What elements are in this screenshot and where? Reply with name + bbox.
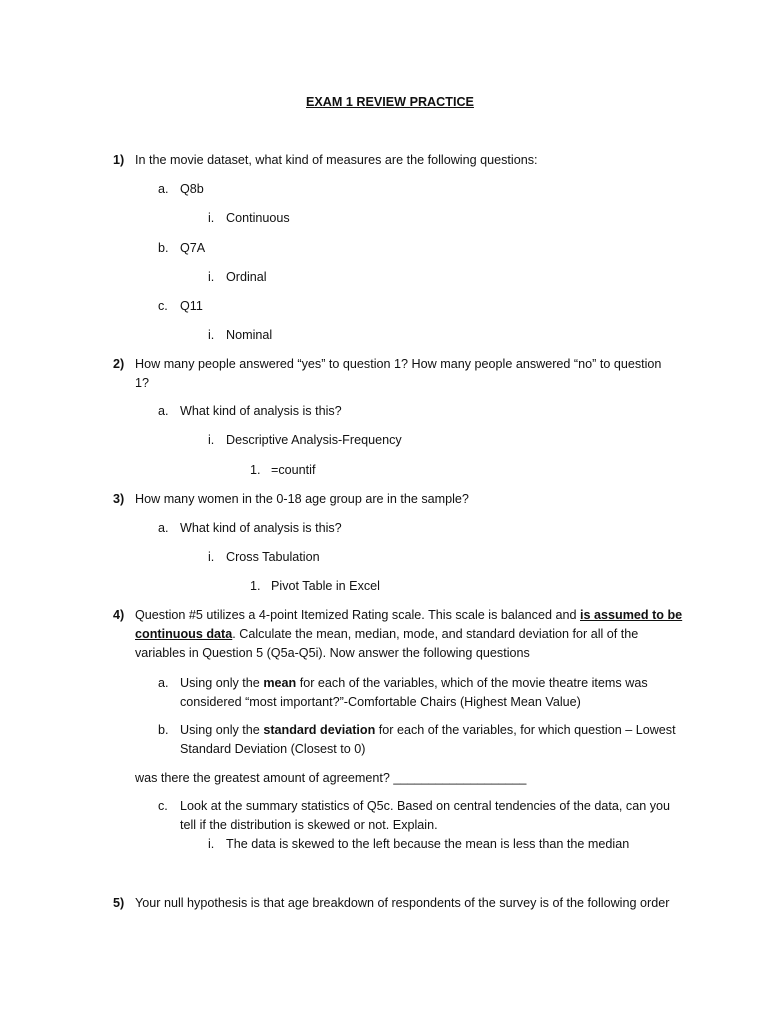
q4-a-marker: a. bbox=[158, 676, 169, 690]
q2-1-text: =countif bbox=[271, 463, 316, 477]
q2-i-marker: i. bbox=[208, 433, 215, 447]
q5-text: Your null hypothesis is that age breakdown of respondents of the survey is of the following order bbox=[135, 896, 670, 910]
q4-a-pre: Using only the bbox=[180, 676, 264, 690]
q3-a-text: What kind of analysis is this? bbox=[180, 521, 342, 535]
q4-number: 4) bbox=[113, 608, 125, 622]
q4-b-marker: b. bbox=[158, 723, 169, 737]
q2-1-marker: 1. bbox=[250, 463, 261, 477]
q1-a-text: Q8b bbox=[180, 182, 204, 196]
q5-number: 5) bbox=[113, 896, 125, 910]
q3-a-marker: a. bbox=[158, 521, 169, 535]
q4-agreement-line: was there the greatest amount of agreement? ___________________ bbox=[135, 771, 527, 785]
q1-b-i-marker: i. bbox=[208, 270, 215, 284]
q4-text-line1 bbox=[135, 608, 682, 623]
q4-text-line2 bbox=[135, 627, 638, 642]
q1-c-marker: c. bbox=[158, 299, 168, 313]
q3-number: 3) bbox=[113, 492, 125, 506]
q2-text-line1: How many people answered “yes” to question 1? How many people answered “no” to question bbox=[135, 357, 662, 371]
q3-i-marker: i. bbox=[208, 550, 215, 564]
q1-b-marker: b. bbox=[158, 241, 169, 255]
q1-a-marker: a. bbox=[158, 182, 169, 196]
q4-c-line2: tell if the distribution is skewed or not. Explain. bbox=[180, 818, 438, 832]
q2-a-marker: a. bbox=[158, 404, 169, 418]
q2-a-text: What kind of analysis is this? bbox=[180, 404, 342, 418]
q4-c-marker: c. bbox=[158, 799, 168, 813]
q4-a-bold-mean: mean bbox=[263, 676, 297, 690]
q4-b-pre: Using only the bbox=[180, 723, 264, 737]
q4-b-line2: Standard Deviation (Closest to 0) bbox=[180, 742, 366, 756]
q1-number: 1) bbox=[113, 153, 125, 167]
q4-b-bold-std-dev: standard deviation bbox=[263, 723, 376, 737]
q2-number: 2) bbox=[113, 357, 125, 371]
q1-c-i-text: Nominal bbox=[226, 328, 273, 342]
q4-text-line2-plain: . Calculate the mean, median, mode, and standard deviation for all of the bbox=[232, 627, 639, 641]
q4-text-line1-plain: Question #5 utilizes a 4-point Itemized Rating scale. This scale is balanced and bbox=[135, 608, 580, 622]
q4-c-i-text: The data is skewed to the left because the mean is less than the median bbox=[226, 837, 630, 851]
q4-emphasis-part2: continuous data bbox=[135, 627, 233, 641]
q1-a-i-text: Continuous bbox=[226, 211, 290, 225]
q3-text: How many women in the 0-18 age group are in the sample? bbox=[135, 492, 469, 506]
q1-text: In the movie dataset, what kind of measures are the following questions: bbox=[135, 153, 538, 167]
q1-b-i-text: Ordinal bbox=[226, 270, 267, 284]
q4-a-line2: considered “most important?”-Comfortable Chairs (Highest Mean Value) bbox=[180, 695, 581, 709]
q1-c-i-marker: i. bbox=[208, 328, 215, 342]
q4-b-post: for each of the variables, for which question – Lowest bbox=[375, 723, 676, 737]
q4-a-line1 bbox=[180, 676, 648, 691]
q4-text-line3: variables in Question 5 (Q5a-Q5i). Now answer the following questions bbox=[135, 646, 530, 660]
q1-c-text: Q11 bbox=[180, 299, 203, 313]
document-title: EXAM 1 REVIEW PRACTICE bbox=[306, 95, 474, 109]
q1-b-text: Q7A bbox=[180, 241, 206, 255]
q4-c-line1: Look at the summary statistics of Q5c. Based on central tendencies of the data, can you bbox=[180, 799, 671, 813]
q4-a-post: for each of the variables, which of the movie theatre items was bbox=[296, 676, 648, 690]
q3-1-text: Pivot Table in Excel bbox=[271, 579, 380, 593]
q2-i-text: Descriptive Analysis-Frequency bbox=[226, 433, 402, 447]
q4-emphasis-part1: is assumed to be bbox=[580, 608, 683, 622]
q4-c-i-marker: i. bbox=[208, 837, 215, 851]
q3-1-marker: 1. bbox=[250, 579, 261, 593]
q2-text-line2: 1? bbox=[135, 376, 150, 390]
q4-b-line1 bbox=[180, 723, 676, 738]
q1-a-i-marker: i. bbox=[208, 211, 215, 225]
q3-i-text: Cross Tabulation bbox=[226, 550, 320, 564]
